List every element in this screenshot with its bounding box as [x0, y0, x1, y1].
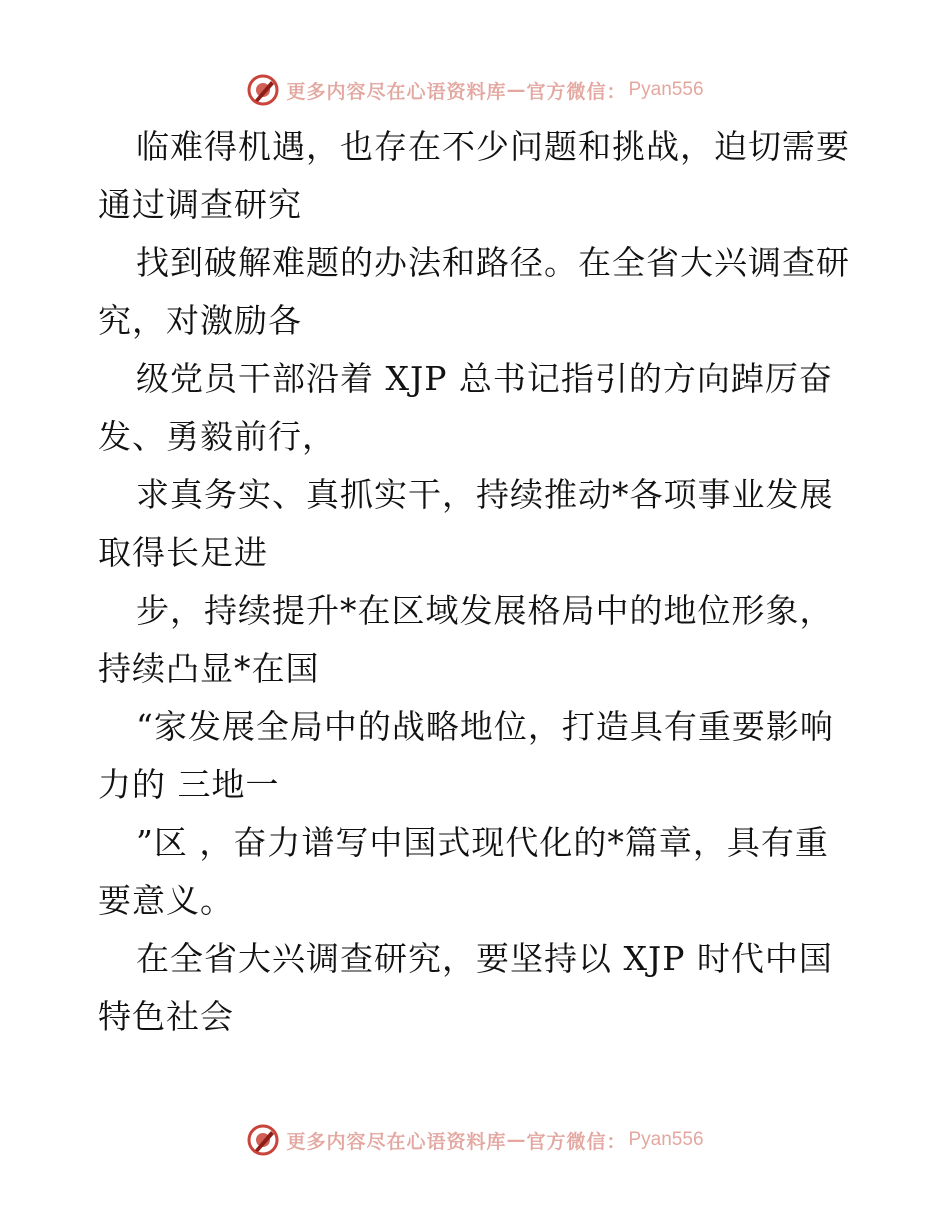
paragraph: [98, 582, 858, 698]
footer-separator: —: [506, 1129, 527, 1151]
paragraph-line: 通过调查研究: [98, 185, 302, 224]
paragraph-line: 究，对激励各: [98, 301, 302, 340]
paragraph: [98, 234, 858, 350]
footer-wechat-id: Pyan556: [628, 1129, 704, 1150]
paragraph-line: 持续凸显*在国: [98, 649, 320, 688]
paragraph-line: 求真务实、真抓实干，持续推动*各项事业发展: [136, 475, 834, 514]
paragraph: [98, 466, 858, 582]
paragraph-line: 在全省大兴调查研究，要坚持以 XJP 时代中国: [136, 939, 833, 978]
document-body: [98, 118, 858, 1046]
paragraph-line: 临难得机遇，也存在不少问题和挑战，迫切需要: [136, 127, 850, 166]
header-wechat-label: 官方微信：: [526, 80, 627, 103]
paragraph-line: “家发展全局中的战略地位，打造具有重要影响: [136, 707, 834, 746]
paragraph: [98, 698, 858, 814]
circle-pen-logo-icon: [246, 1123, 280, 1157]
footer-banner-text: 更多内容尽在心语资料库: [286, 1130, 507, 1153]
paragraph: [98, 118, 858, 234]
header-wechat-id: Pyan556: [628, 79, 704, 100]
paragraph-line: 力的 三地一: [98, 765, 280, 804]
paragraph-line: 级党员干部沿着 XJP 总书记指引的方向踔厉奋: [136, 359, 833, 398]
paragraph: [98, 350, 858, 466]
paragraph-line: 取得长足进: [98, 533, 268, 572]
paragraph-line: 要意义。: [98, 881, 234, 920]
header-banner: [0, 70, 950, 110]
footer-wechat-label: 官方微信：: [526, 1130, 627, 1153]
paragraph: [98, 930, 858, 1046]
paragraph: [98, 814, 858, 930]
paragraph-line: 发、勇毅前行，: [98, 417, 336, 456]
paragraph-line: 找到破解难题的办法和路径。在全省大兴调查研: [136, 243, 850, 282]
circle-pen-logo-icon: [246, 73, 280, 107]
header-separator: —: [506, 79, 527, 101]
header-banner-text: 更多内容尽在心语资料库: [286, 80, 507, 103]
paragraph-line: 步，持续提升*在区域发展格局中的地位形象，: [136, 591, 834, 630]
paragraph-line: 特色社会: [98, 997, 234, 1036]
paragraph-line: ”区 ，奋力谱写中国式现代化的*篇章，具有重: [136, 823, 829, 862]
footer-banner: [0, 1120, 950, 1160]
